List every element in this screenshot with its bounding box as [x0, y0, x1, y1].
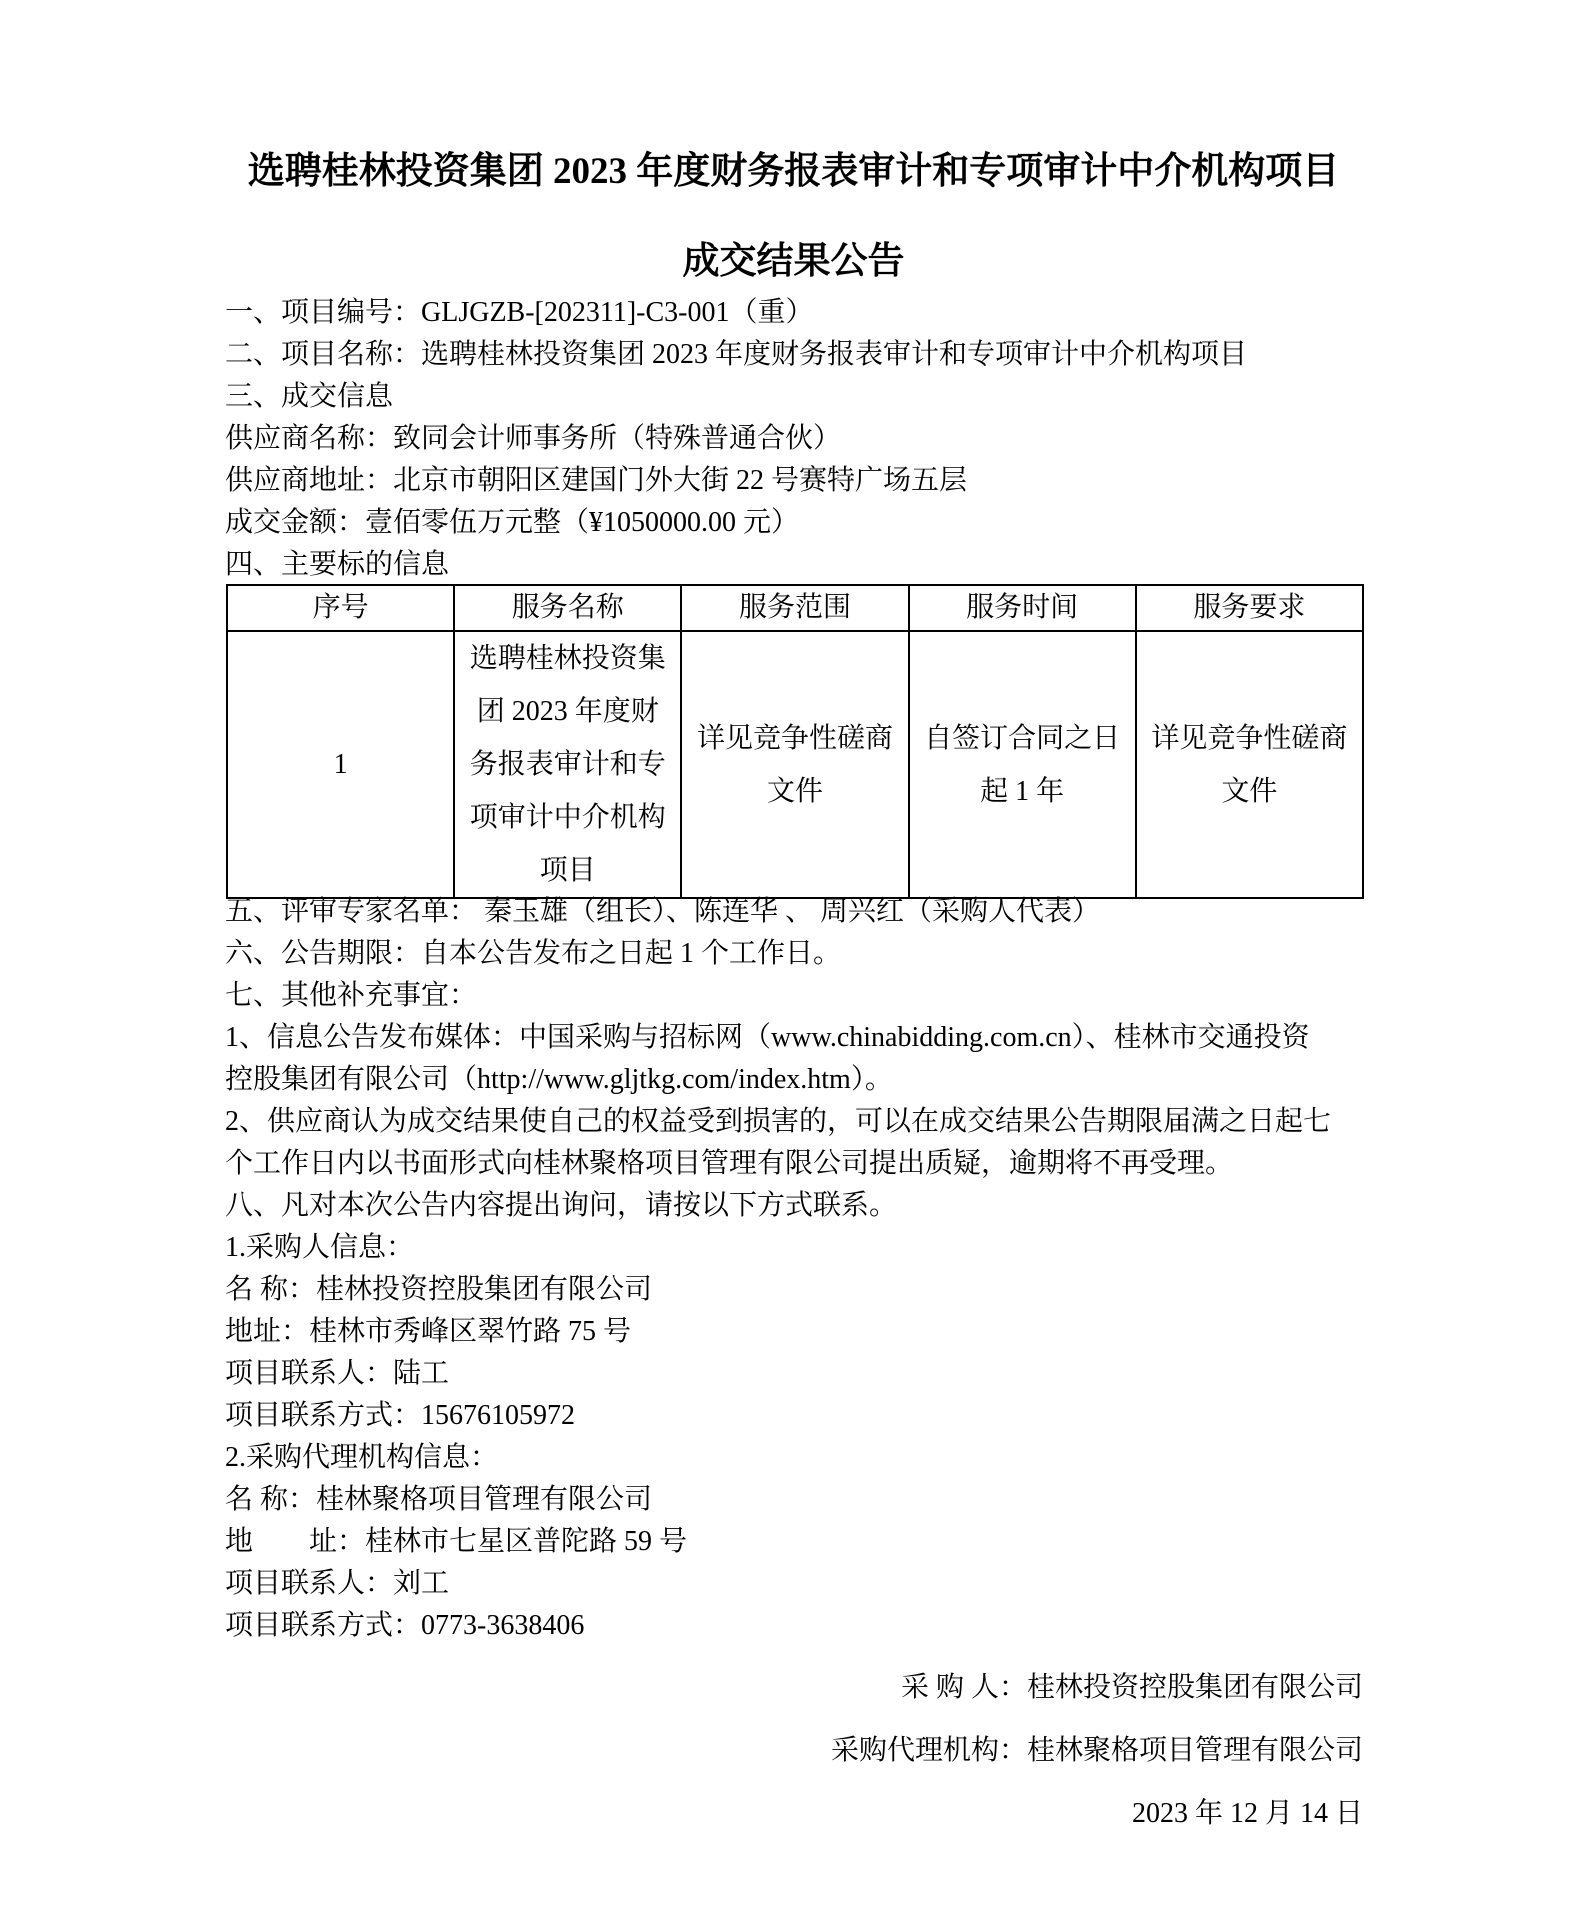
col-header-requirement: 服务要求 — [1136, 585, 1363, 631]
cell-service: 选聘桂林投资集团 2023 年度财务报表审计和专项审计中介机构项目 — [454, 631, 681, 898]
expert-list-line: 五、评审专家名单： 秦玉雄（组长）、陈连华 、 周兴红（采购人代表） — [225, 896, 1101, 927]
objection-line-1: 2、供应商认为成交结果使自己的权益受到损害的，可以在成交结果公告期限届满之日起七 — [225, 1106, 1332, 1137]
col-header-time: 服务时间 — [909, 585, 1136, 631]
purchaser-name-line: 名 称：桂林投资控股集团有限公司 — [225, 1274, 653, 1305]
purchaser-info-heading: 1.采购人信息： — [225, 1232, 415, 1263]
agency-info-heading: 2.采购代理机构信息： — [225, 1442, 499, 1473]
award-amount-line: 成交金额：壹佰零伍万元整（¥1050000.00 元） — [225, 507, 800, 538]
purchaser-phone-line: 项目联系方式：15676105972 — [225, 1400, 576, 1431]
page-title: 选聘桂林投资集团 2023 年度财务报表审计和专项审计中介机构项目 — [247, 151, 1340, 192]
page-subtitle: 成交结果公告 — [682, 241, 905, 282]
col-header-scope: 服务范围 — [681, 585, 908, 631]
objection-line-2: 个工作日内以书面形式向桂林聚格项目管理有限公司提出质疑，逾期将不再受理。 — [225, 1148, 1234, 1179]
purchaser-address-line: 地址：桂林市秀峰区翠竹路 75 号 — [225, 1316, 632, 1347]
agency-signature-line: 采购代理机构：桂林聚格项目管理有限公司 — [830, 1735, 1363, 1766]
agency-phone-line: 项目联系方式：0773-3638406 — [225, 1610, 585, 1641]
date-line: 2023 年 12 月 14 日 — [1131, 1798, 1363, 1829]
award-info-heading: 三、成交信息 — [225, 381, 394, 412]
project-number-line: 一、项目编号：GLJGZB-[202311]-C3-001（重） — [225, 297, 814, 328]
project-name-line: 二、项目名称：选聘桂林投资集团 2023 年度财务报表审计和专项审计中介机构项目 — [225, 339, 1248, 370]
purchaser-contact-line: 项目联系人：陆工 — [225, 1358, 450, 1389]
agency-contact-line: 项目联系人：刘工 — [225, 1568, 450, 1599]
cell-no: 1 — [227, 631, 454, 898]
subject-matter-table — [226, 584, 1364, 899]
table-row — [227, 631, 1363, 898]
agency-name-line: 名 称：桂林聚格项目管理有限公司 — [225, 1484, 653, 1515]
announcement-period-line: 六、公告期限：自本公告发布之日起 1 个工作日。 — [225, 938, 842, 969]
intro-section — [225, 292, 1385, 586]
subject-info-heading: 四、主要标的信息 — [225, 549, 450, 580]
cell-scope: 详见竞争性磋商文件 — [681, 631, 908, 898]
details-section — [225, 891, 1385, 1647]
cell-time: 自签订合同之日起 1 年 — [909, 631, 1136, 898]
media-line-1: 1、信息公告发布媒体：中国采购与招标网（www.chinabidding.com.cn）、桂林市交通投资 — [225, 1022, 1310, 1053]
col-header-no: 序号 — [227, 585, 454, 631]
signature-section — [225, 1656, 1363, 1845]
supplier-name-line: 供应商名称：致同会计师事务所（特殊普通合伙） — [225, 423, 842, 454]
supplementary-heading: 七、其他补充事宜： — [225, 980, 478, 1011]
col-header-service: 服务名称 — [454, 585, 681, 631]
table-header-row — [227, 585, 1363, 631]
cell-requirement: 详见竞争性磋商文件 — [1136, 631, 1363, 898]
inquiry-heading: 八、凡对本次公告内容提出询问，请按以下方式联系。 — [225, 1190, 898, 1221]
purchaser-signature-line: 采 购 人：桂林投资控股集团有限公司 — [900, 1672, 1363, 1703]
media-line-2: 控股集团有限公司（http://www.gljtkg.com/index.htm）。 — [225, 1064, 893, 1095]
agency-address-line: 地 址：桂林市七星区普陀路 59 号 — [225, 1526, 688, 1557]
supplier-address-line: 供应商地址：北京市朝阳区建国门外大街 22 号赛特广场五层 — [225, 465, 968, 496]
